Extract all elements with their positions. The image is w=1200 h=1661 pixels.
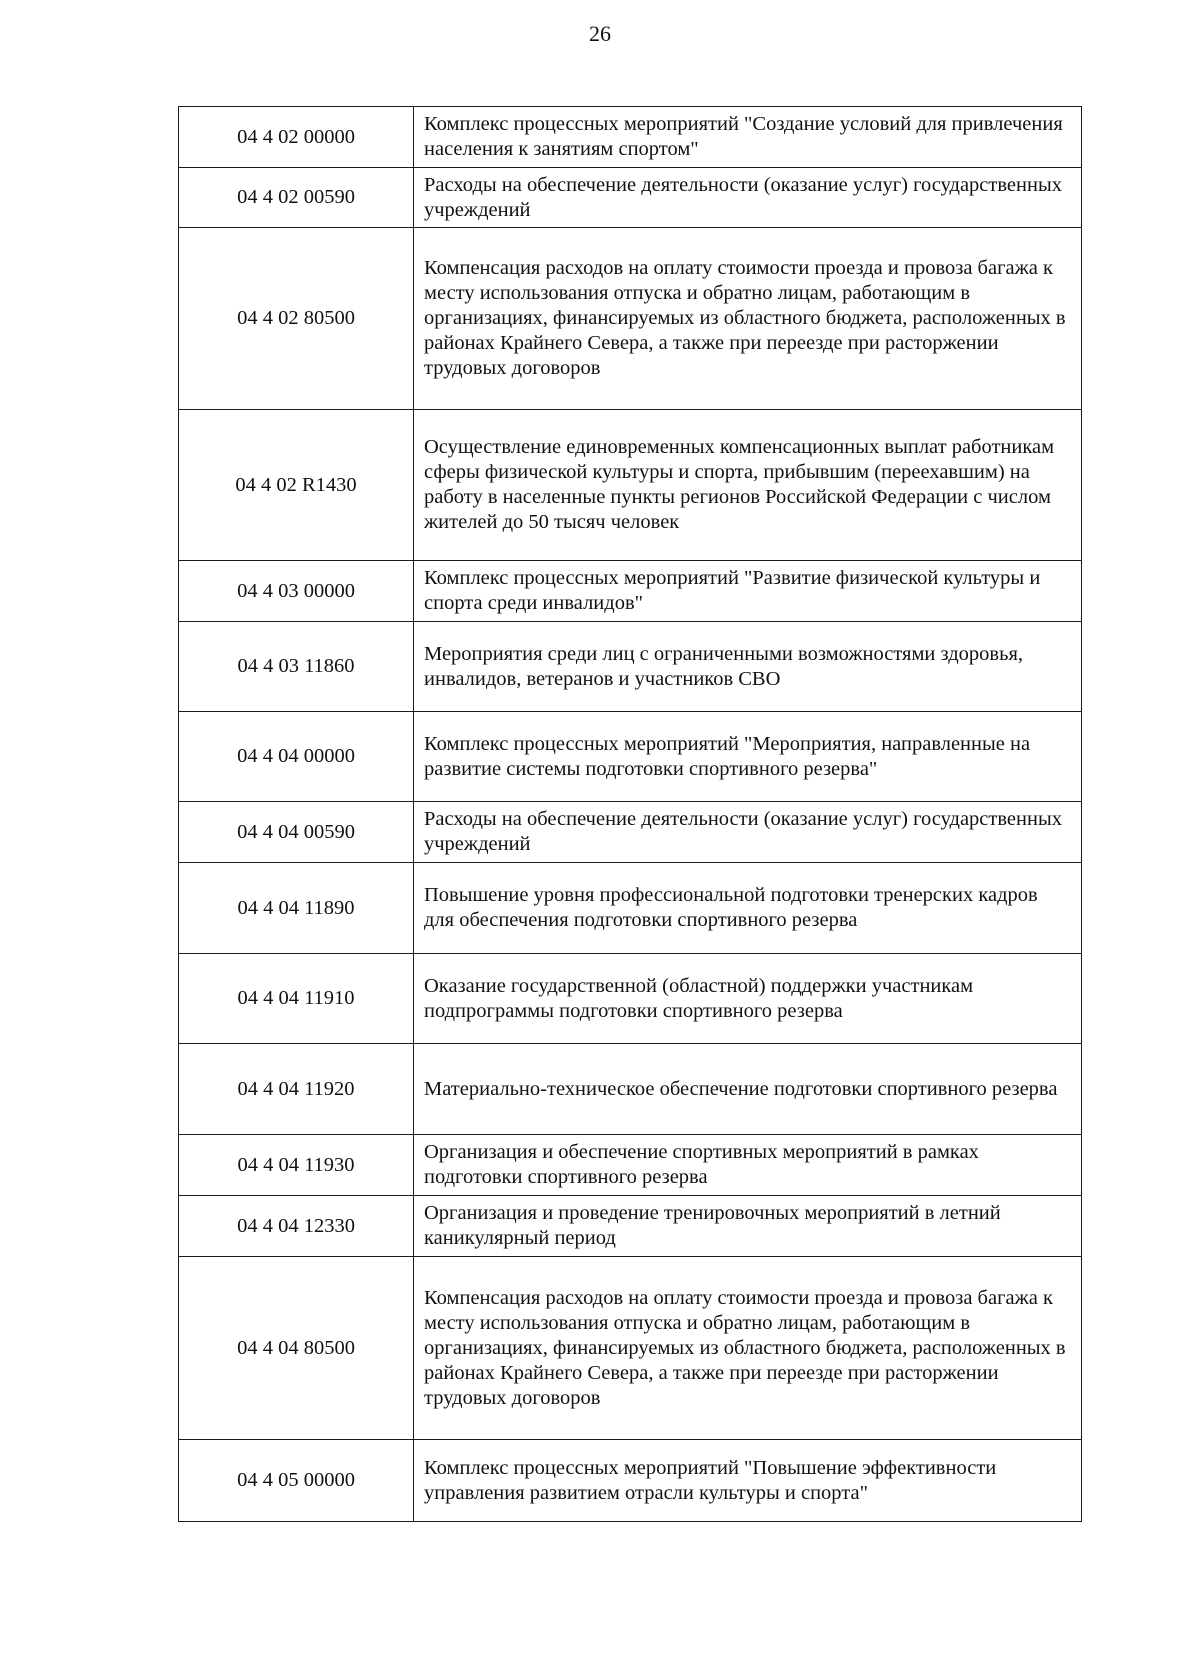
table-row	[179, 712, 1082, 802]
code-cell: 04 4 04 00590	[179, 802, 414, 863]
code-cell: 04 4 04 11920	[179, 1044, 414, 1135]
description-cell: Расходы на обеспечение деятельности (оказание услуг) государственных учреждений	[414, 802, 1082, 863]
description-cell: Комплекс процессных мероприятий "Создание условий для привлечения населения к занятиям спортом"	[414, 107, 1082, 168]
description-cell: Оказание государственной (областной) поддержки участникам подпрограммы подготовки спортивного резерва	[414, 954, 1082, 1044]
code-cell: 04 4 02 R1430	[179, 410, 414, 561]
description-cell: Расходы на обеспечение деятельности (оказание услуг) государственных учреждений	[414, 168, 1082, 228]
code-cell: 04 4 03 00000	[179, 561, 414, 622]
description-cell: Осуществление единовременных компенсационных выплат работникам сферы физической культуры и спорта, прибывшим (переехавшим) на работу в населенные пункты регионов Российской Федерации с числом жителей до 50 тысяч человек	[414, 410, 1082, 561]
description-cell: Комплекс процессных мероприятий "Повышение эффективности управления развитием отрасли культуры и спорта"	[414, 1440, 1082, 1522]
description-cell: Мероприятия среди лиц с ограниченными возможностями здоровья, инвалидов, ветеранов и участников СВО	[414, 622, 1082, 712]
code-cell: 04 4 02 00590	[179, 168, 414, 228]
table-row	[179, 1196, 1082, 1257]
table-row	[179, 1440, 1082, 1522]
code-cell: 04 4 04 80500	[179, 1257, 414, 1440]
table-row	[179, 622, 1082, 712]
table-row	[179, 863, 1082, 954]
code-cell: 04 4 03 11860	[179, 622, 414, 712]
code-cell: 04 4 04 11890	[179, 863, 414, 954]
table-row	[179, 168, 1082, 228]
description-cell: Повышение уровня профессиональной подготовки тренерских кадров для обеспечения подготовки спортивного резерва	[414, 863, 1082, 954]
code-cell: 04 4 02 00000	[179, 107, 414, 168]
table-row	[179, 561, 1082, 622]
code-cell: 04 4 04 12330	[179, 1196, 414, 1257]
description-cell: Комплекс процессных мероприятий "Мероприятия, направленные на развитие системы подготовки спортивного резерва"	[414, 712, 1082, 802]
description-cell: Компенсация расходов на оплату стоимости проезда и провоза багажа к месту использования отпуска и обратно лицам, работающим в организациях, финансируемых из областного бюджета, расположенных в районах Крайнего Севера, а также при переезде при расторжении трудовых договоров	[414, 1257, 1082, 1440]
description-cell: Организация и обеспечение спортивных мероприятий в рамках подготовки спортивного резерва	[414, 1135, 1082, 1196]
page-number: 26	[589, 21, 611, 46]
table-row	[179, 410, 1082, 561]
table-row	[179, 228, 1082, 410]
table-row	[179, 1257, 1082, 1440]
table-row	[179, 107, 1082, 168]
table-row	[179, 802, 1082, 863]
description-cell: Материально-техническое обеспечение подготовки спортивного резерва	[414, 1044, 1082, 1135]
description-cell: Комплекс процессных мероприятий "Развитие физической культуры и спорта среди инвалидов"	[414, 561, 1082, 622]
description-cell: Компенсация расходов на оплату стоимости проезда и провоза багажа к месту использования отпуска и обратно лицам, работающим в организациях, финансируемых из областного бюджета, расположенных в районах Крайнего Севера, а также при переезде при расторжении трудовых договоров	[414, 228, 1082, 410]
code-cell: 04 4 02 80500	[179, 228, 414, 410]
code-cell: 04 4 04 11930	[179, 1135, 414, 1196]
table-row	[179, 1135, 1082, 1196]
code-cell: 04 4 05 00000	[179, 1440, 414, 1522]
table-row	[179, 1044, 1082, 1135]
description-cell: Организация и проведение тренировочных мероприятий в летний каникулярный период	[414, 1196, 1082, 1257]
table-row	[179, 954, 1082, 1044]
code-cell: 04 4 04 00000	[179, 712, 414, 802]
budget-code-table	[178, 106, 1082, 1522]
code-cell: 04 4 04 11910	[179, 954, 414, 1044]
